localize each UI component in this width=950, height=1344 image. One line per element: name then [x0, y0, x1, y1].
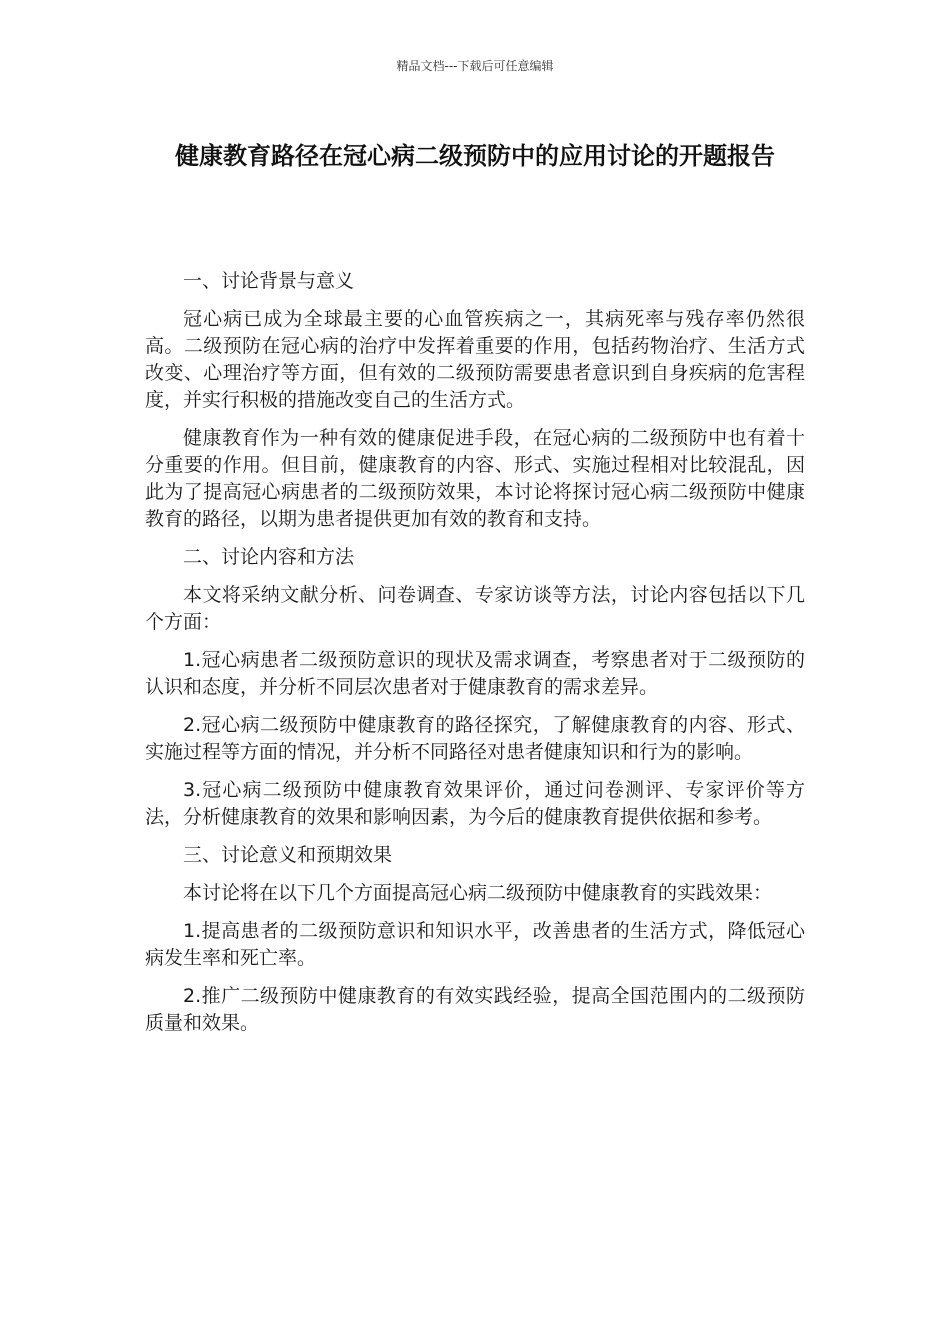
section-heading: 三、讨论意义和预期效果	[183, 844, 393, 866]
list-item: 1.提高患者的二级预防意识和知识水平，改善患者的生活方式，降低冠心病发生率和死亡率。	[145, 920, 805, 969]
paragraph: 本讨论将在以下几个方面提高冠心病二级预防中健康教育的实践效果：	[183, 882, 773, 904]
list-item: 2.冠心病二级预防中健康教育的路径探究，了解健康教育的内容、形式、实施过程等方面的情况，并分析不同路径对患者健康知识和行为的影响。	[145, 714, 805, 763]
section-heading: 一、讨论背景与意义	[183, 270, 355, 292]
document-body	[145, 268, 805, 1048]
list-item: 1.冠心病患者二级预防意识的现状及需求调查，考察患者对于二级预防的认识和态度，并分析不同层次患者对于健康教育的需求差异。	[145, 649, 805, 698]
section-heading: 二、讨论内容和方法	[183, 546, 355, 568]
list-item: 2.推广二级预防中健康教育的有效实践经验，提高全国范围内的二级预防质量和效果。	[145, 985, 805, 1034]
page-header-note: 精品文档---下载后可任意编辑	[396, 59, 554, 73]
list-item: 3.冠心病二级预防中健康教育效果评价，通过问卷测评、专家评价等方法，分析健康教育的效果和影响因素，为今后的健康教育提供依据和参考。	[145, 779, 805, 828]
paragraph: 冠心病已成为全球最主要的心血管疾病之一，其病死率与残存率仍然很高。二级预防在冠心病的治疗中发挥着重要的作用，包括药物治疗、生活方式改变、心理治疗等方面，但有效的二级预防需要患者意识到自身疾病的危害程度，并实行积极的措施改变自己的生活方式。	[145, 308, 805, 411]
paragraph: 本文将采纳文献分析、问卷调查、专家访谈等方法，讨论内容包括以下几个方面：	[145, 584, 805, 633]
document-title: 健康教育路径在冠心病二级预防中的应用讨论的开题报告	[175, 142, 775, 170]
paragraph: 健康教育作为一种有效的健康促进手段，在冠心病的二级预防中也有着十分重要的作用。但目前，健康教育的内容、形式、实施过程相对比较混乱，因此为了提高冠心病患者的二级预防效果，本讨论将探讨冠心病二级预防中健康教育的路径，以期为患者提供更加有效的教育和支持。	[145, 427, 805, 530]
